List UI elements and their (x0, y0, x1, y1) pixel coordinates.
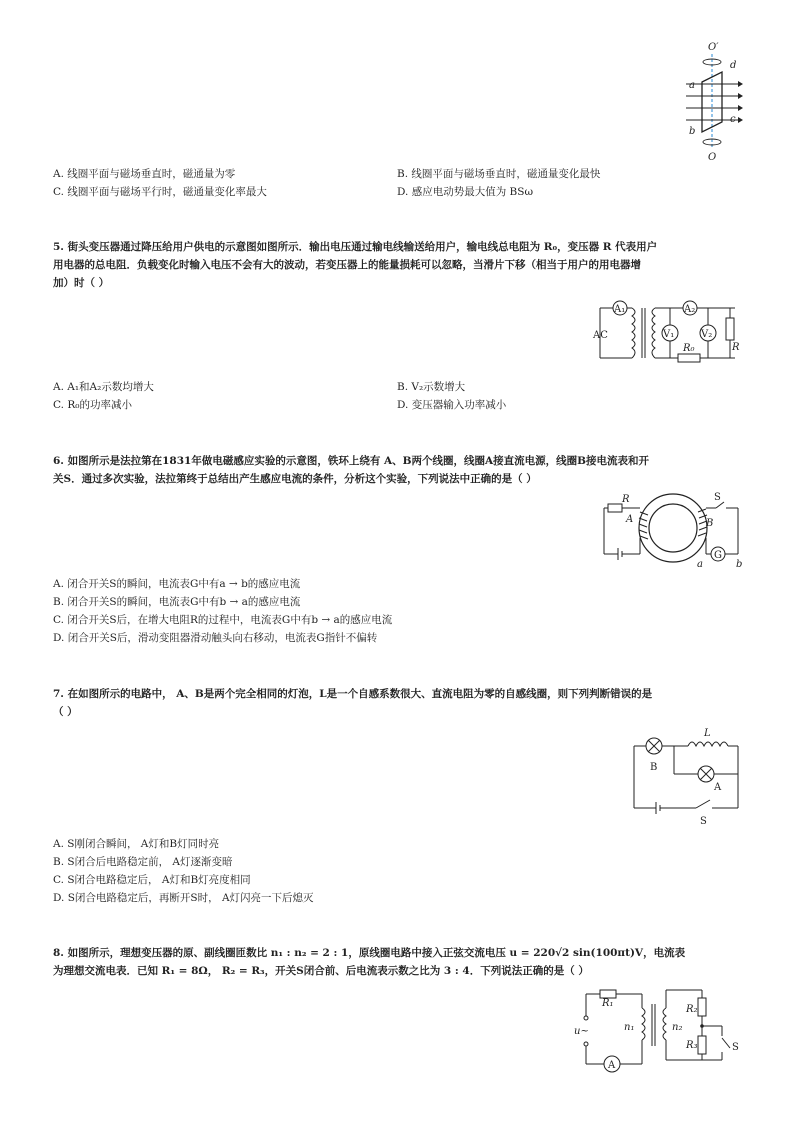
q8-stem (53, 944, 753, 980)
q5-transformer-circuit-figure (590, 296, 745, 372)
q7-self-inductance-circuit-figure (630, 726, 745, 826)
q5-option-c[interactable]: C. R₀的功率减小 (53, 399, 132, 411)
q8-stem-line-2: 为理想交流电表．已知 R₁ = 8Ω， R₂ = R₃，开关S闭合前、后电流表示数之比为 3 : 4．下列说法正确的是（ ） (53, 965, 589, 977)
q8-label-n2: n₂ (672, 1022, 683, 1033)
q5-label-ac: AC (593, 330, 608, 341)
q5-label-r0: R₀ (683, 343, 695, 354)
q6-label-coil-a: A (626, 514, 634, 525)
q7-label-b: B (650, 762, 658, 773)
q6-option-a[interactable]: A. 闭合开关S的瞬间，电流表G中有a → b的感应电流 (53, 578, 301, 590)
q6-faraday-ring-figure (598, 490, 748, 570)
q6-option-d[interactable]: D. 闭合开关S后，滑动变阻器滑动触头向右移动，电流表G指针不偏转 (53, 632, 378, 644)
q7-option-c[interactable]: C. S闭合电路稳定后， A灯和B灯亮度相同 (53, 874, 251, 886)
q5-option-b[interactable]: B. V₂示数增大 (397, 381, 466, 393)
q4-rotating-coil-figure (678, 38, 748, 166)
q4-label-c: c (730, 114, 736, 125)
q7-stem-line-2: （ ） (53, 706, 78, 718)
q4-option-d[interactable]: D. 感应电动势最大值为 BSω (397, 186, 534, 198)
q7-stem-line-1: 7. 在如图所示的电路中， A、B是两个完全相同的灯泡，L是一个自感系数很大、直流电阻为零的自感线圈，则下列判断错误的是 (53, 688, 653, 700)
q5-option-a[interactable]: A. A₁和A₂示数均增大 (53, 381, 154, 393)
q4-label-b: b (689, 126, 696, 137)
q8-label-u: u~ (574, 1026, 589, 1037)
q4-option-a[interactable]: A. 线圈平面与磁场垂直时，磁通量为零 (53, 168, 236, 180)
q5-label-a1: A₁ (614, 304, 626, 315)
q5-label-v2: V₂ (701, 329, 713, 340)
q6-option-b[interactable]: B. 闭合开关S的瞬间，电流表G中有b → a的感应电流 (53, 596, 301, 608)
q6-label-b: b (736, 559, 743, 570)
q8-stem-line-1: 8. 如图所示，理想变压器的原、副线圈匝数比 n₁ : n₂ = 2 : 1，原线圈电路中接入正弦交流电压 u = 220√2 sin(100πt)V，电流表 (53, 947, 686, 959)
q7-option-a[interactable]: A. S刚闭合瞬间， A灯和B灯同时亮 (53, 838, 220, 850)
q5-label-r: R (732, 342, 740, 353)
q6-label-g: G (714, 550, 722, 561)
q8-transformer-circuit-figure (572, 986, 747, 1072)
q6-stem-line-2: 关S．通过多次实验，法拉第终于总结出产生感应电流的条件，分析这个实验，下列说法中正确的是（ ） (53, 473, 537, 485)
q7-label-l: L (704, 728, 711, 739)
q8-label-n1: n₁ (624, 1022, 635, 1033)
q6-label-coil-b: B (706, 518, 714, 529)
q5-label-a2: A₂ (684, 304, 696, 315)
q5-stem (53, 238, 753, 292)
q6-stem-line-1: 6. 如图所示是法拉第在1831年做电磁感应实验的示意图，铁环上绕有 A、B两个线圈，线圈A接直流电源，线圈B接电流表和开 (53, 455, 650, 467)
q6-label-r: R (622, 494, 630, 505)
q8-label-r1: R₁ (602, 998, 614, 1009)
q7-option-d[interactable]: D. S闭合电路稳定后，再断开S时， A灯闪亮一下后熄灭 (53, 892, 314, 904)
q8-label-ammeter: A (608, 1060, 616, 1071)
q7-label-s: S (700, 816, 707, 827)
q6-label-a: a (697, 559, 703, 570)
q5-label-v1: V₁ (663, 329, 675, 340)
q4-option-b[interactable]: B. 线圈平面与磁场垂直时，磁通量变化最快 (397, 168, 601, 180)
q5-stem-line-3: 加）时（ ） (53, 277, 110, 289)
q7-stem (53, 685, 753, 721)
q4-label-o-prime: O′ (708, 42, 719, 53)
q8-label-r3: R₃ (686, 1040, 698, 1051)
q6-label-s: S (714, 492, 721, 503)
q4-option-c[interactable]: C. 线圈平面与磁场平行时，磁通量变化率最大 (53, 186, 267, 198)
q4-label-d: d (730, 60, 737, 71)
q6-stem (53, 452, 753, 488)
q5-stem-line-2: 用电器的总电阻．负载变化时输入电压不会有大的波动，若变压器上的能量损耗可以忽略，当滑片下移（相当于用户的用电器增 (53, 259, 641, 271)
q8-label-r2: R₂ (686, 1004, 698, 1015)
q4-label-o: O (708, 152, 717, 163)
q4-label-a: a (689, 80, 695, 91)
q7-option-b[interactable]: B. S闭合后电路稳定前， A灯逐渐变暗 (53, 856, 233, 868)
q6-option-c[interactable]: C. 闭合开关S后，在增大电阻R的过程中，电流表G中有b → a的感应电流 (53, 614, 393, 626)
q7-label-a: A (714, 782, 722, 793)
q5-stem-line-1: 5. 街头变压器通过降压给用户供电的示意图如图所示．输出电压通过输电线输送给用户，输电线总电阻为 R₀，变压器 R 代表用户 (53, 241, 658, 253)
q5-option-d[interactable]: D. 变压器输入功率减小 (397, 399, 507, 411)
q8-label-s: S (732, 1042, 739, 1053)
